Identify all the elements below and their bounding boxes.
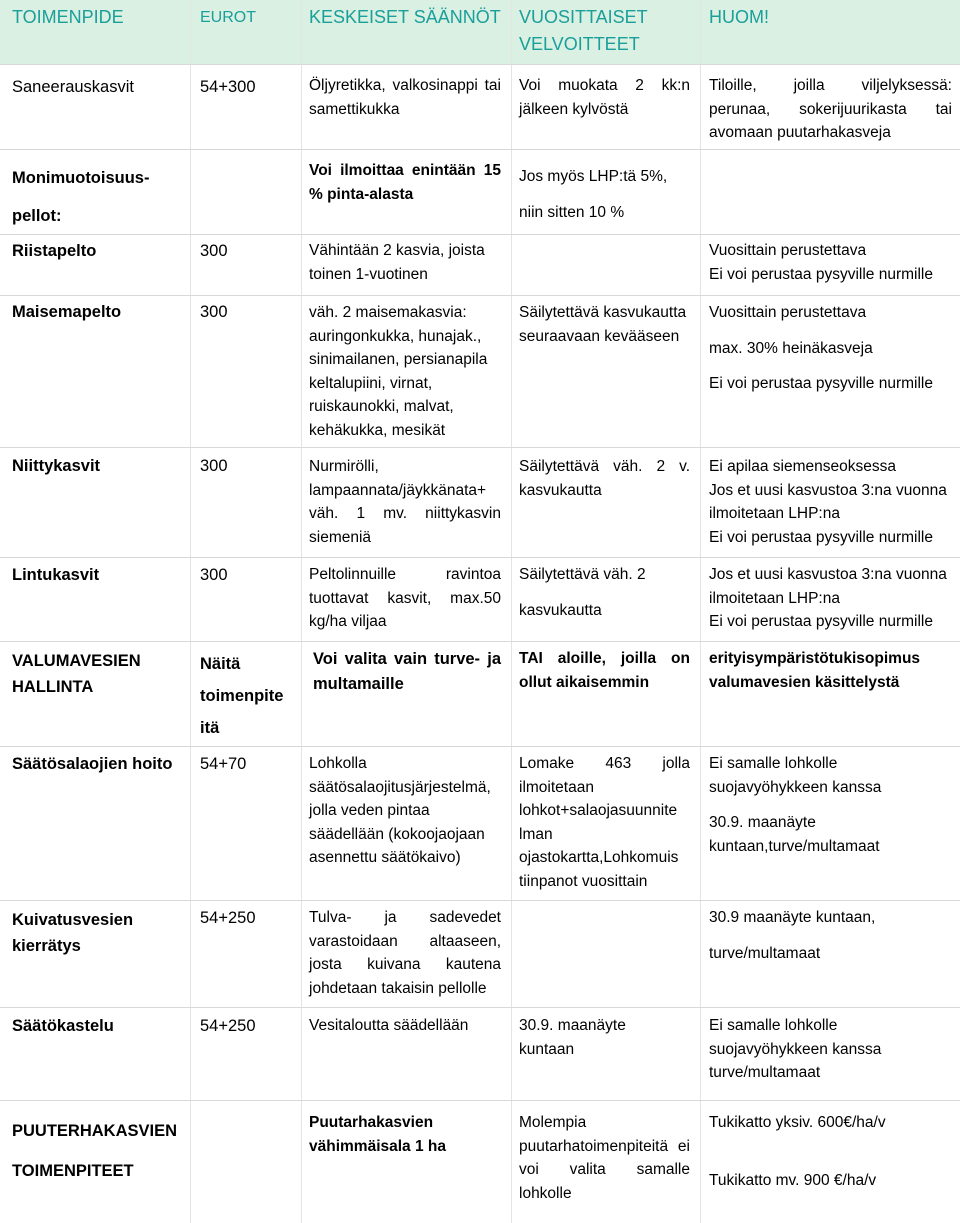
row-saatosalaoja-rules: Lohkolla säätösalaojitusjärjestelmä, jolla veden pintaa säädellään (kokoojaojaan asennettu säätökaivo) <box>309 755 491 866</box>
row-divider <box>0 447 960 448</box>
column-divider <box>700 0 701 1223</box>
row-saneeraus-name: Saneerauskasvit <box>12 78 134 96</box>
row-kastelu-annual: 30.9. maanäyte kuntaan <box>519 1017 626 1058</box>
row-niitty-note-line-1: Ei apilaa siemenseoksessa <box>709 458 896 475</box>
row-saatosalaoja-annual: Lomake 463 jolla ilmoitetaan lohkot+salaojasuunnite lman ojastokartta,Lohkomuis tiinpanot vuosittain <box>519 755 690 890</box>
row-valuma-note: erityisympäristötukisopimus valumavesien käsittelystä <box>709 650 921 691</box>
column-divider <box>190 0 191 1223</box>
row-saatosalaoja-note-line-1: Ei samalle lohkolle suojavyöhykkeen kanssa <box>709 755 882 796</box>
row-kuivatus-name-line-2: kierrätys <box>12 937 81 955</box>
row-puutarha-name <box>12 1111 197 1191</box>
column-divider <box>511 0 512 1223</box>
row-saatosalaoja-name: Säätösalaojien hoito <box>12 755 173 773</box>
row-puutarha-name-line-2: TOIMENPITEET <box>12 1162 134 1180</box>
row-saatosalaoja-note <box>709 752 959 858</box>
row-maisema-note <box>709 301 959 396</box>
row-valuma-name <box>12 648 187 700</box>
row-riista-note <box>709 239 959 286</box>
row-maisema-note-line-3: Ei voi perustaa pysyville nurmille <box>709 375 933 392</box>
row-monimuoto-annual-line-2: niin sitten 10 % <box>519 204 625 221</box>
row-niitty-rules: Nurmirölli, lampaannata/jäykkänata+ väh. 1 mv. niittykasvin siemeniä <box>309 458 501 546</box>
row-divider <box>0 64 960 65</box>
row-lintu-annual-line-1: Säilytettävä väh. 2 <box>519 566 646 583</box>
row-lintu-note-2: Ei voi perustaa pysyville nurmille <box>709 613 933 630</box>
row-lintu-name: Lintukasvit <box>12 566 100 584</box>
row-lintu-rules: Peltolinnuille ravintoa tuottavat kasvit, max.50 kg/ha viljaa <box>309 566 501 630</box>
row-puutarha-note-line-2: Tukikatto mv. 900 €/ha/v <box>709 1171 877 1189</box>
row-niitty-note-line-2: Jos et uusi kasvustoa 3:na vuonna ilmoitetaan LHP:na <box>709 481 947 522</box>
row-divider <box>0 295 960 296</box>
row-saatosalaoja-euros: 54+70 <box>200 755 247 773</box>
header-huom: HUOM! <box>709 7 769 27</box>
row-monimuoto-annual <box>519 159 699 231</box>
row-saneeraus-annual: Voi muokata 2 kk:n jälkeen kylvöstä <box>519 77 690 118</box>
row-riista-euros: 300 <box>200 242 228 260</box>
row-puutarha-note <box>709 1111 959 1192</box>
row-kastelu-note: Ei samalle lohkolle suojavyöhykkeen kanssa turve/multamaat <box>709 1017 882 1081</box>
row-kuivatus-note <box>709 906 959 965</box>
row-kuivatus-euros: 54+250 <box>200 909 256 927</box>
row-maisema-name: Maisemapelto <box>12 303 122 321</box>
row-riista-note-line-2: Ei voi perustaa pysyville nurmille <box>709 265 933 283</box>
header-toimenpide: TOIMENPIDE <box>12 7 124 27</box>
row-maisema-note-line-2: max. 30% heinäkasveja <box>709 339 873 357</box>
row-valuma-name-line-2: HALLINTA <box>12 678 94 696</box>
row-lintu-euros: 300 <box>200 566 228 584</box>
row-maisema-note-line-1: Vuosittain perustettava <box>709 304 867 321</box>
row-kuivatus-name-line-1: Kuivatusvesien <box>12 911 134 929</box>
row-divider <box>0 641 960 642</box>
row-niitty-note-line-3: Ei voi perustaa pysyville nurmille <box>709 528 933 546</box>
row-puutarha-name-line-1: PUUTERHAKASVIEN <box>12 1122 178 1140</box>
row-divider <box>0 1100 960 1101</box>
row-monimuoto-name-line-2: pellot: <box>12 207 62 225</box>
row-valuma-euros-line-1: Näitä <box>200 655 241 673</box>
row-puutarha-annual: Molempia puutarhatoimenpiteitä ei voi valita samalle lohkolle <box>519 1114 690 1202</box>
row-maisema-annual: Säilytettävä kasvukautta seuraavaan kevääseen <box>519 304 687 345</box>
row-maisema-rules: väh. 2 maisemakasvia: auringonkukka, hunajak., sinimailanen, persianapila keltalupiini, virnat, ruiskaunokki, malvat, kehäkukka, mesikät <box>309 304 488 439</box>
row-riista-name: Riistapelto <box>12 242 97 260</box>
row-niitty-euros: 300 <box>200 457 228 475</box>
header-saannot: KESKEISET SÄÄNNÖT <box>309 7 501 27</box>
row-divider <box>0 149 960 150</box>
row-niitty-note <box>709 455 959 549</box>
header-velvoitteet-line-1: VUOSITTAISET <box>519 7 648 27</box>
row-valuma-euros-line-2: toimenpite <box>200 687 284 705</box>
row-monimuoto-name-line-1: Monimuotoisuus- <box>12 169 150 187</box>
row-kastelu-rules: Vesitaloutta säädellään <box>309 1017 469 1034</box>
row-lintu-note: Jos et uusi kasvustoa 3:na vuonna ilmoitetaan LHP:na <box>709 566 947 607</box>
row-valuma-euros <box>200 648 298 744</box>
header-velvoitteet <box>519 4 699 58</box>
row-niitty-annual: Säilytettävä väh. 2 v. kasvukautta <box>519 458 690 499</box>
row-puutarha-note-line-1: Tukikatto yksiv. 600€/ha/v <box>709 1114 886 1131</box>
row-lintu-annual-line-2: kasvukautta <box>519 601 602 619</box>
row-divider <box>0 746 960 747</box>
row-puutarha-rules: Puutarhakasvien vähimmäisala 1 ha <box>309 1114 446 1155</box>
row-kuivatus-rules: Tulva- ja sadevedet varastoidaan altaaseen, josta kuivana kautena johdetaan takaisin pellolle <box>309 909 501 997</box>
row-monimuoto-rules: Voi ilmoittaa enintään 15 % pinta-alasta <box>309 162 501 203</box>
row-valuma-name-line-1: VALUMAVESIEN <box>12 652 141 670</box>
row-kuivatus-note-line-1: 30.9 maanäyte kuntaan, <box>709 909 876 926</box>
row-maisema-euros: 300 <box>200 303 228 321</box>
row-lintu-annual <box>519 563 694 622</box>
row-saneeraus-note: Tiloille, joilla viljelyksessä: perunaa, sokerijuurikasta tai avomaan puutarhakasveja <box>709 77 952 141</box>
row-valuma-euros-line-3: itä <box>200 719 220 737</box>
row-divider <box>0 900 960 901</box>
row-kuivatus-note-line-2: turve/multamaat <box>709 944 821 962</box>
row-kastelu-euros: 54+250 <box>200 1017 256 1035</box>
row-saneeraus-euros: 54+300 <box>200 78 256 96</box>
row-monimuoto-name <box>12 159 187 235</box>
row-kastelu-name: Säätökastelu <box>12 1017 114 1035</box>
header-eurot: EUROT <box>200 9 256 26</box>
row-valuma-annual: TAI aloille, joilla on ollut aikaisemmin <box>519 650 690 691</box>
row-monimuoto-annual-line-1: Jos myös LHP:tä 5%, <box>519 168 668 185</box>
row-valuma-rules: Voi valita vain turve- ja multamaille <box>313 650 501 693</box>
row-saatosalaoja-note-line-2: 30.9. maanäyte kuntaan,turve/multamaat <box>709 814 880 855</box>
row-kuivatus-name <box>12 907 187 959</box>
header-velvoitteet-line-2: VELVOITTEET <box>519 34 640 54</box>
row-riista-note-line-1: Vuosittain perustettava <box>709 242 867 259</box>
row-niitty-name: Niittykasvit <box>12 457 101 475</box>
row-saneeraus-rules: Öljyretikka, valkosinappi tai samettikukka <box>309 77 501 118</box>
row-divider <box>0 557 960 558</box>
row-divider <box>0 1007 960 1008</box>
row-riista-rules: Vähintään 2 kasvia, joista toinen 1-vuotinen <box>309 242 485 283</box>
column-divider <box>301 0 302 1223</box>
